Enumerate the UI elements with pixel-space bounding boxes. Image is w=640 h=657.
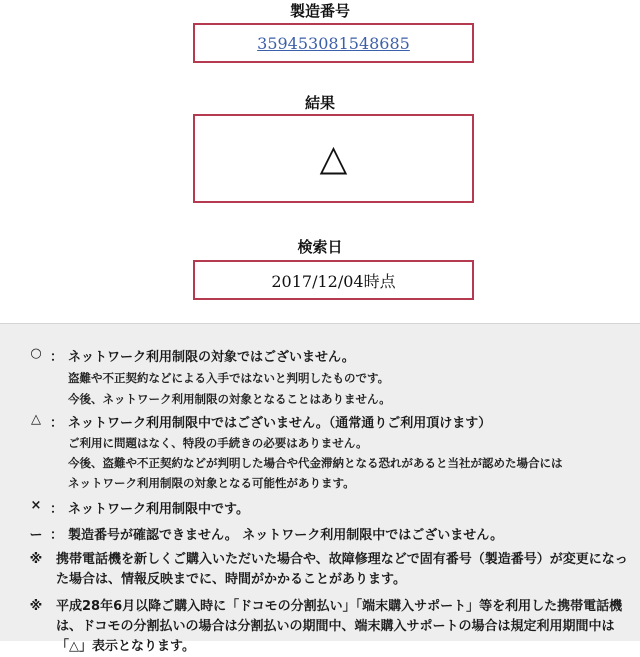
legend-triangle-sub-1: ご利用に問題はなく、特段の手続きの必要はありません。 xyxy=(68,436,368,450)
legend-triangle-sub-3: ネットワーク利用制限の対象となる可能性があります。 xyxy=(68,476,355,490)
note-1-text: 携帯電話機を新しくご購入いただいた場合や、故障修理などで固有番号（製造番号）が変更になった場合は、情報反映までに、時間がかかることがあります。 xyxy=(56,552,628,587)
note-mark-icon: ※ xyxy=(29,599,43,614)
legend-cross-text: ネットワーク利用制限中です。 xyxy=(68,502,249,517)
note-2-text: 平成28年6月以降ご購入時に「ドコモの分割払い」「端末購入サポート」等を利用した携帯電話機は、ドコモの分割払いの場合は分割払いの期間中、端末購入サポートの場合は規定利用期間中は「△」表示となります。 xyxy=(56,599,623,654)
legend-triangle-text: ネットワーク利用制限中ではございません。（通常通りご利用頂けます） xyxy=(68,416,492,431)
result-box xyxy=(193,114,474,203)
legend-colon: ： xyxy=(50,528,64,543)
legend-triangle-sub-2: 今後、盗難や不正契約などが判明した場合や代金滞納となる恐れがあると当社が認めた場合には xyxy=(68,456,563,470)
legend-circle-sub-1: 盗難や不正契約などによる入手ではないと判明したものです。 xyxy=(68,371,390,385)
legend-colon: ： xyxy=(50,416,64,431)
legend-colon: ： xyxy=(50,502,64,517)
note-mark-icon: ※ xyxy=(29,552,43,567)
serial-label: 製造番号 xyxy=(289,2,350,20)
dash-icon: ー xyxy=(29,528,43,543)
circle-icon: ○ xyxy=(30,346,42,361)
result-label: 結果 xyxy=(304,94,335,112)
legend-colon: ： xyxy=(50,350,64,365)
legend-panel xyxy=(0,323,640,654)
search-date-box xyxy=(193,260,474,300)
search-date-value: 2017/12/04時点 xyxy=(271,271,396,291)
legend-dash-text: 製造番号が確認できません。 ネットワーク利用制限中ではございません。 xyxy=(68,528,504,543)
serial-box xyxy=(193,23,474,63)
triangle-icon: △ xyxy=(31,412,41,427)
result-triangle-icon: △ xyxy=(319,137,348,179)
serial-number-link[interactable]: 359453081548685 xyxy=(257,33,410,53)
legend-circle-sub-2: 今後、ネットワーク利用制限の対象となることはありません。 xyxy=(68,392,391,406)
legend-circle-text: ネットワーク利用制限の対象ではございません。 xyxy=(68,350,355,365)
search-date-label: 検索日 xyxy=(297,238,343,256)
cross-icon: × xyxy=(30,498,42,513)
